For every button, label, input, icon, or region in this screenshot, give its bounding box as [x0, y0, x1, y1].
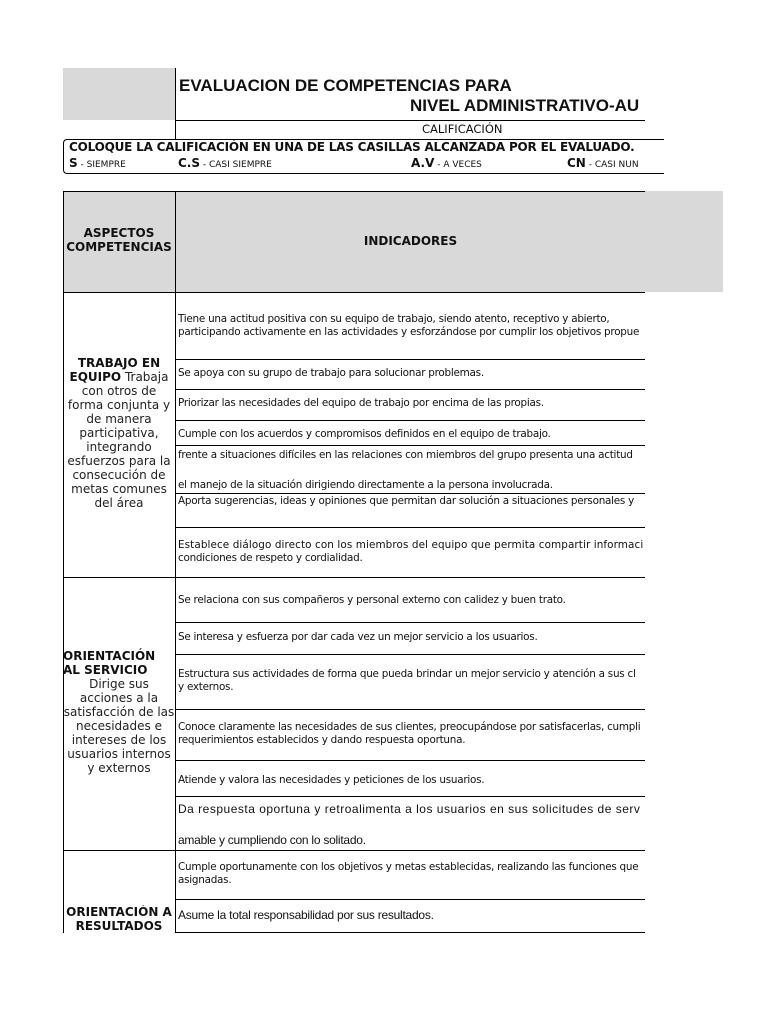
- indicator-sep: [176, 389, 645, 390]
- indicator-row: Cumple con los acuerdos y compromisos definidos en el equipo de trabajo.: [178, 428, 551, 440]
- indicator-row: Aporta sugerencias, ideas y opiniones que permitan dar solución a situaciones personales y: [178, 495, 635, 507]
- indicator-row: Asume la total responsabilidad por sus resultados.: [178, 909, 434, 922]
- legend-code: CN: [567, 156, 586, 170]
- table-left-border: [63, 191, 64, 933]
- instruction-text: COLOQUE LA CALIFICACIÓN EN UNA DE LAS CASILLAS ALCANZADA POR EL EVALUADO.: [69, 140, 635, 154]
- competencia-name: ORIENTACIÓN AL SERVICIO: [63, 649, 156, 677]
- indicator-row: Da respuesta oportuna y retroalimenta a los usuarios en sus solicitudes de serv: [178, 803, 641, 816]
- table-row-sep: [63, 850, 645, 851]
- competencia-description: Trabaja con otros de forma conjunta y de manera participativa, integrando esfuerzos para la consecución de metas comunes del área: [67, 370, 171, 510]
- competencia-trabajo-en-equipo: [63, 356, 175, 510]
- legend-text: - CASI NUN: [585, 160, 639, 170]
- indicator-row-cont: y externos.: [178, 681, 234, 693]
- legend-siempre: [69, 156, 169, 173]
- legend-casi-siempre: [178, 156, 328, 173]
- header-gray-cell: [63, 68, 176, 120]
- calificacion-cell-border: [175, 120, 176, 139]
- indicator-sep: [176, 654, 645, 655]
- legend-text: - A VECES: [434, 160, 482, 170]
- legend-casi-nunca: [567, 156, 645, 173]
- indicator-row-cont: amable y cumpliendo con lo solitado.: [178, 834, 366, 847]
- indicator-row: Tiene una actitud positiva con su equipo de trabajo, siendo atento, receptivo y abierto,: [178, 313, 610, 325]
- page-title-line1: EVALUACION DE COMPETENCIAS PARA: [179, 76, 512, 95]
- indicator-row: Atiende y valora las necesidades y peticiones de los usuarios.: [178, 774, 485, 786]
- indicator-row: Establece diálogo directo con los miembros del equipo que permita compartir informaci: [178, 539, 644, 551]
- legend-a-veces: [411, 156, 531, 173]
- indicator-row-cont: condiciones de respeto y cordialidad.: [178, 552, 363, 564]
- legend-code: A.V: [411, 156, 435, 170]
- indicator-row: Cumple oportunamente con los objetivos y metas establecidas, realizando las funciones que: [178, 861, 639, 873]
- indicator-row: Se apoya con su grupo de trabajo para solucionar problemas.: [178, 367, 484, 379]
- competencia-orientacion-al-servicio: [63, 649, 175, 775]
- indicator-row: Se relaciona con sus compañeros y personal externo con calidez y buen trato.: [178, 594, 566, 606]
- indicator-sep: [176, 527, 645, 528]
- indicator-sep: [176, 899, 645, 900]
- legend-code: C.S: [178, 156, 201, 170]
- competencia-name: TRABAJO EN EQUIPO: [69, 356, 161, 384]
- indicator-row-cont: el manejo de la situación dirigiendo directamente a la persona involucrada.: [178, 479, 553, 491]
- aspectos-header: ASPECTOS COMPETENCIAS: [66, 226, 172, 254]
- indicator-sep: [176, 932, 645, 933]
- indicator-row: Priorizar las necesidades del equipo de trabajo por encima de las propias.: [178, 397, 544, 409]
- indicator-sep: [176, 420, 645, 421]
- indicator-sep: [176, 622, 645, 623]
- legend-text: - CASI SIEMPRE: [200, 160, 272, 170]
- indicator-sep: [176, 796, 645, 797]
- competencia-name: ORIENTACIÓN A RESULTADOS: [66, 905, 172, 933]
- indicadores-header: INDICADORES: [363, 234, 458, 248]
- header-rule: [175, 120, 645, 121]
- indicator-row: frente a situaciones difíciles en las relaciones con miembros del grupo presenta una actitud: [178, 449, 633, 461]
- legend-text: - SIEMPRE: [77, 160, 126, 170]
- indicator-sep: [176, 760, 645, 761]
- calificacion-label: CALIFICACIÓN: [422, 122, 503, 136]
- indicator-sep: [176, 493, 645, 494]
- table-row-sep: [63, 292, 645, 293]
- table-row-sep: [63, 577, 645, 578]
- competencia-orientacion-a-resultados: [63, 905, 175, 933]
- indicator-row-cont: asignadas.: [178, 874, 232, 886]
- competencia-description: Dirige sus acciones a la satisfacción de las necesidades e intereses de los usuarios internos y externos: [63, 677, 175, 775]
- indicator-sep: [176, 445, 645, 446]
- page-title-line2: NIVEL ADMINISTRATIVO-AU: [410, 96, 640, 115]
- legend-code: S: [69, 156, 78, 170]
- indicator-sep: [176, 359, 645, 360]
- indicator-row-cont: participando activamente en las actividades y esforzándose por cumplir los objetivos propue: [178, 326, 640, 338]
- indicator-sep: [176, 709, 645, 710]
- indicator-row: Se interesa y esfuerza por dar cada vez un mejor servicio a los usuarios.: [178, 631, 538, 643]
- indicator-row-cont: requerimientos establecidos y dando respuesta oportuna.: [178, 734, 466, 746]
- table-header-top: [63, 191, 645, 192]
- indicator-row: Estructura sus actividades de forma que pueda brindar un mejor servicio y atención a sus cl: [178, 668, 636, 680]
- indicator-row: Conoce claramente las necesidades de sus clientes, preocupándose por satisfacerlas, cumpli: [178, 721, 641, 733]
